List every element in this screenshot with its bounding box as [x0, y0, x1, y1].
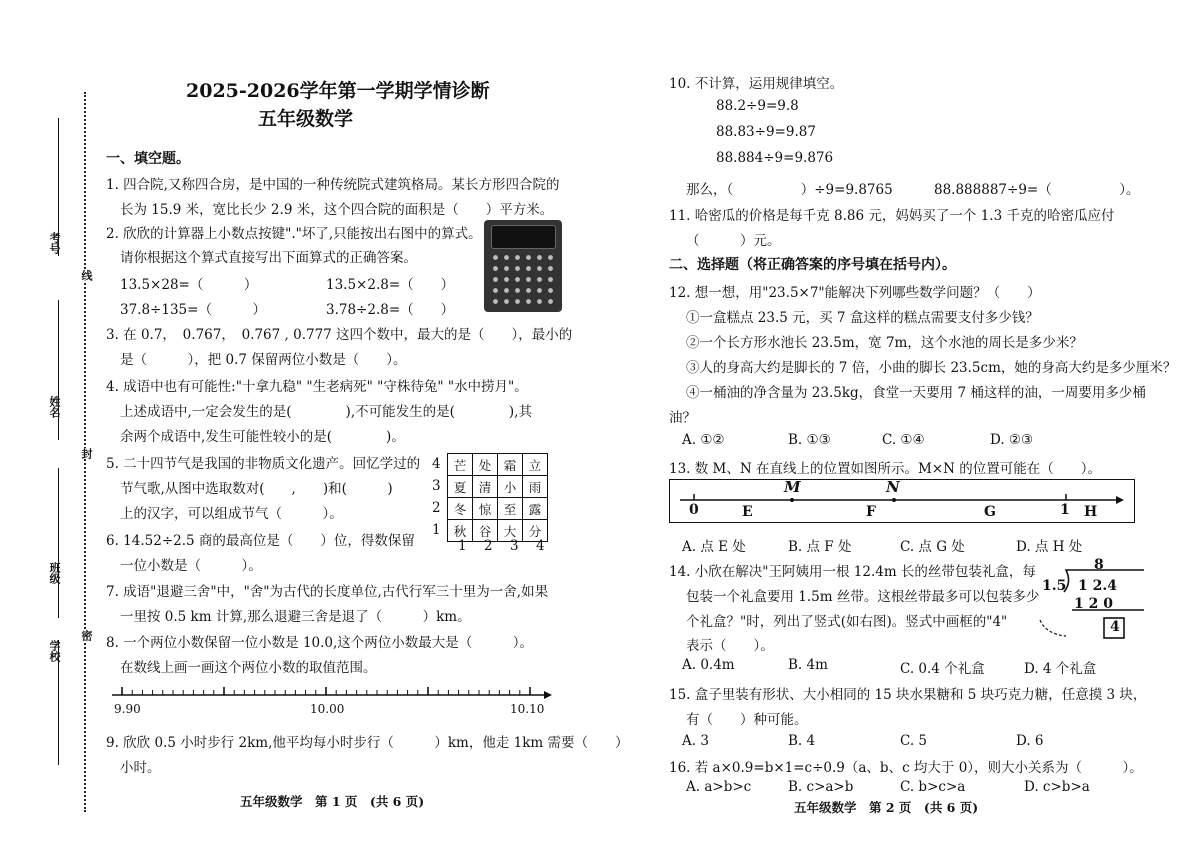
grid-col-num-1: 1 [458, 538, 467, 554]
name-label: 姓名 [48, 396, 61, 418]
q15-line2: 有（ ）种可能。 [686, 712, 808, 728]
q15-choice-c: C. 5 [900, 733, 928, 749]
q1-line2: 长为 15.9 米，宽比长少 2.9 米，这个四合院的面积是（ ）平方米。 [120, 202, 554, 218]
page-subtitle: 五年级数学 [258, 108, 354, 130]
q13-point-n: N [886, 478, 900, 496]
q14-line2: 包装一个礼盒要用 1.5m 丝带。这根丝带最多可以包装多少 [686, 589, 1040, 605]
grid-row-num-4: 4 [432, 456, 441, 472]
q14-choice-b: B. 4m [788, 657, 828, 673]
exam-no-label: 考号 [48, 232, 61, 254]
q2-item-c: 37.8÷135=（ ） [120, 302, 266, 318]
q1-line1: 1. 四合院,又称四合房，是中国的一种传统院式建筑格局。某长方形四合院的 [106, 177, 560, 193]
q2-item-d: 3.78÷2.8=（ ） [326, 302, 455, 318]
q12-title: 12. 想一想，用"23.5×7"能解决下列哪些数学问题？（ ） [669, 285, 1041, 301]
grid-cell: 谷 [473, 520, 498, 542]
q2-item-b: 13.5×2.8=（ ） [326, 277, 455, 293]
q15-choice-a: A. 3 [682, 733, 709, 749]
q12-choice-d: D. ②③ [990, 432, 1034, 448]
q14-line4: 表示（ ）。 [686, 638, 774, 654]
number-line-label-right: 10.10 [510, 702, 545, 716]
q4-line3: 余两个成语中,发生可能性较小的是( )。 [120, 429, 405, 445]
q13-title: 13. 数 M、N 在直线上的位置如图所示。M×N 的位置可能在（ ）。 [669, 461, 1101, 477]
grid-col-num-2: 2 [484, 538, 493, 554]
q12-opt1: ①一盒糕点 23.5 元，买 7 盒这样的糕点需要支付多少钱？ [686, 310, 1039, 326]
q10-line2: 88.83÷9=9.87 [716, 124, 816, 140]
class-line [58, 468, 59, 618]
q14-choice-c: C. 0.4 个礼盒 [900, 661, 985, 677]
grid-cell: 秋 [448, 520, 473, 542]
q14-line3: 个礼盒？"时，列出了竖式(如右图)。竖式中画框的"4" [686, 614, 1008, 630]
q10-line3: 88.884÷9=9.876 [716, 150, 834, 166]
q12-choice-b: B. ①③ [788, 432, 831, 448]
grid-cell: 大 [498, 520, 523, 542]
q4-line2: 上述成语中,一定会发生的是( ),不可能发生的是( ),其 [120, 404, 532, 420]
q12-opt4: ④一桶油的净含量为 23.5kg，食堂一天要用 7 桶这样的油，一周要用多少桶 [686, 385, 1146, 401]
q2-item-a: 13.5×28=（ ） [120, 277, 258, 293]
q16-choice-b: B. c>a>b [788, 779, 854, 795]
q7-line1: 7. 成语"退避三舍"中，"舍"为古代的长度单位,古代行军三十里为一舍,如果 [106, 584, 549, 600]
q10-fill-a: 那么，（ ）÷9=9.8765 [686, 182, 893, 198]
grid-cell: 露 [523, 498, 548, 520]
q14-line1: 14. 小欣在解决"王阿姨用一根 12.4m 长的丝带包装礼盒，每 [669, 564, 1036, 580]
q13-label-zero: 0 [689, 502, 699, 518]
number-line-label-mid: 10.00 [310, 702, 345, 716]
q15-line1: 15. 盒子里装有形状、大小相同的 15 块水果糖和 5 块巧克力糖，任意摸 3 块， [669, 687, 1147, 703]
q13-label-e: E [742, 504, 753, 520]
grid-cell: 小 [498, 476, 523, 498]
q13-label-h: H [1084, 504, 1098, 520]
page-title: 2025-2026学年第一学期学情诊断 [186, 80, 490, 102]
q12-opt2: ②一个长方形水池长 23.5m，宽 7m，这个水池的周长是多少米？ [686, 335, 1083, 351]
q11-line1: 11. 哈密瓜的价格是每千克 8.86 元，妈妈买了一个 1.3 千克的哈密瓜应付 [669, 208, 1115, 224]
q10-fill-b: 88.888887÷9=（ ）。 [934, 182, 1140, 198]
grid-cell: 夏 [448, 476, 473, 498]
grid-cell: 冬 [448, 498, 473, 520]
q2-line1: 2. 欣欣的计算器上小数点按键"."坏了,只能按出右图中的算式。 [106, 226, 482, 242]
grid-cell: 处 [473, 454, 498, 476]
q5-line2: 节气歌,从图中选取数对( , )和( ) [120, 481, 393, 497]
q2-line2: 请你根据这个算式直接写出下面算式的正确答案。 [120, 250, 417, 266]
grid-cell: 芒 [448, 454, 473, 476]
q13-choice-a: A. 点 E 处 [682, 539, 746, 555]
q5-line3: 上的汉字，可以组成节气（ ）。 [120, 506, 343, 522]
q13-point-m: M [784, 478, 801, 496]
q3-line2: 是（ ），把 0.7 保留两位小数是（ ）。 [120, 352, 407, 368]
q14-choice-a: A. 0.4m [682, 657, 735, 673]
grid-col-num-4: 4 [536, 538, 545, 554]
q13-choice-b: B. 点 F 处 [788, 539, 852, 555]
binding-mark-seal: 封 [80, 448, 93, 459]
grid-cell: 分 [523, 520, 548, 542]
q14-divisor: 1.5 [1042, 578, 1067, 594]
q12-choice-c: C. ①④ [882, 432, 925, 448]
q5-line1: 5. 二十四节气是我国的非物质文化遗产。回忆学过的 [106, 456, 421, 472]
q10-line1: 88.2÷9=9.8 [716, 98, 799, 114]
q10-title: 10. 不计算，运用规律填空。 [669, 76, 844, 92]
calculator-image [484, 220, 562, 312]
q12-choice-a: A. ①② [682, 432, 725, 448]
q8-line2: 在数线上画一画这个两位小数的取值范围。 [120, 660, 377, 676]
name-line [58, 300, 59, 440]
q14-remainder-boxed: 4 [1110, 619, 1120, 635]
q12-opt4-cont: 油？ [669, 410, 696, 426]
q9-line2: 小时。 [120, 760, 161, 776]
binding-mark-secret: 密 [80, 630, 93, 641]
q15-choice-d: D. 6 [1016, 733, 1044, 749]
q16-choice-a: A. a>b>c [686, 779, 752, 795]
solar-term-grid [447, 453, 548, 542]
grid-cell: 立 [523, 454, 548, 476]
grid-col-num-3: 3 [510, 538, 519, 554]
q13-label-one: 1 [1060, 502, 1070, 518]
q16-title: 16. 若 a×0.9=b×1=c÷0.9（a、b、c 均大于 0），则大小关系为（ ）。 [669, 760, 1143, 776]
q14-dividend: 1 2.4 [1078, 578, 1117, 594]
q14-choice-d: D. 4 个礼盒 [1024, 661, 1097, 677]
grid-cell: 清 [473, 476, 498, 498]
q8-line1: 8. 一个两位小数保留一位小数是 10.0,这个两位小数最大是（ ）。 [106, 635, 534, 651]
q11-line2: （ ）元。 [686, 233, 781, 249]
q13-label-f: F [866, 504, 876, 520]
grid-row-num-3: 3 [432, 478, 441, 494]
number-line-label-left: 9.90 [114, 702, 141, 716]
grid-cell: 霜 [498, 454, 523, 476]
q13-choice-d: D. 点 H 处 [1016, 539, 1083, 555]
section-choice: 二、选择题（将正确答案的序号填在括号内）。 [669, 257, 956, 273]
q13-choice-c: C. 点 G 处 [900, 539, 965, 555]
grid-cell: 惊 [473, 498, 498, 520]
grid-cell: 至 [498, 498, 523, 520]
grid-row-num-1: 1 [432, 522, 441, 538]
grid-row-num-2: 2 [432, 500, 441, 516]
grid-cell: 雨 [523, 476, 548, 498]
page2-footer: 五年级数学 第 2 页 (共 6 页) [794, 800, 979, 815]
class-label: 班级 [48, 562, 61, 584]
binding-mark-line: 线 [80, 270, 93, 281]
q12-opt3: ③人的身高大约是脚长的 7 倍，小曲的脚长 23.5cm，她的身高大约是多少厘米？ [686, 360, 1177, 376]
q7-line2: 一里按 0.5 km 计算,那么退避三舍是退了（ ）km。 [120, 609, 471, 625]
q16-choice-c: C. b>c>a [900, 779, 966, 795]
q15-choice-b: B. 4 [788, 733, 816, 749]
q6-line2: 一位小数是（ ）。 [120, 558, 262, 574]
section-fill-blank: 一、填空题。 [106, 151, 190, 167]
q13-label-g: G [984, 504, 996, 520]
q14-product: 1 2 0 [1074, 596, 1113, 612]
q14-quotient: 8 [1094, 557, 1104, 573]
q4-line1: 4. 成语中也有可能性:"十拿九稳" "生老病死" "守株待兔" "水中捞月"。 [106, 379, 528, 395]
q6-line1: 6. 14.52÷2.5 商的最高位是（ ）位，得数保留 [106, 533, 415, 549]
q9-line1: 9. 欣欣 0.5 小时步行 2km,他平均每小时步行（ ）km，他走 1km 需要（ ） [106, 735, 629, 751]
q3-line1: 3. 在 0.7， 0.767， 0.767 , 0.777 这四个数中，最大的是（ ），最小的 [106, 327, 573, 343]
school-label: 学校 [48, 640, 61, 662]
page1-footer: 五年级数学 第 1 页 (共 6 页) [240, 794, 425, 809]
q16-choice-d: D. c>b>a [1024, 779, 1090, 795]
